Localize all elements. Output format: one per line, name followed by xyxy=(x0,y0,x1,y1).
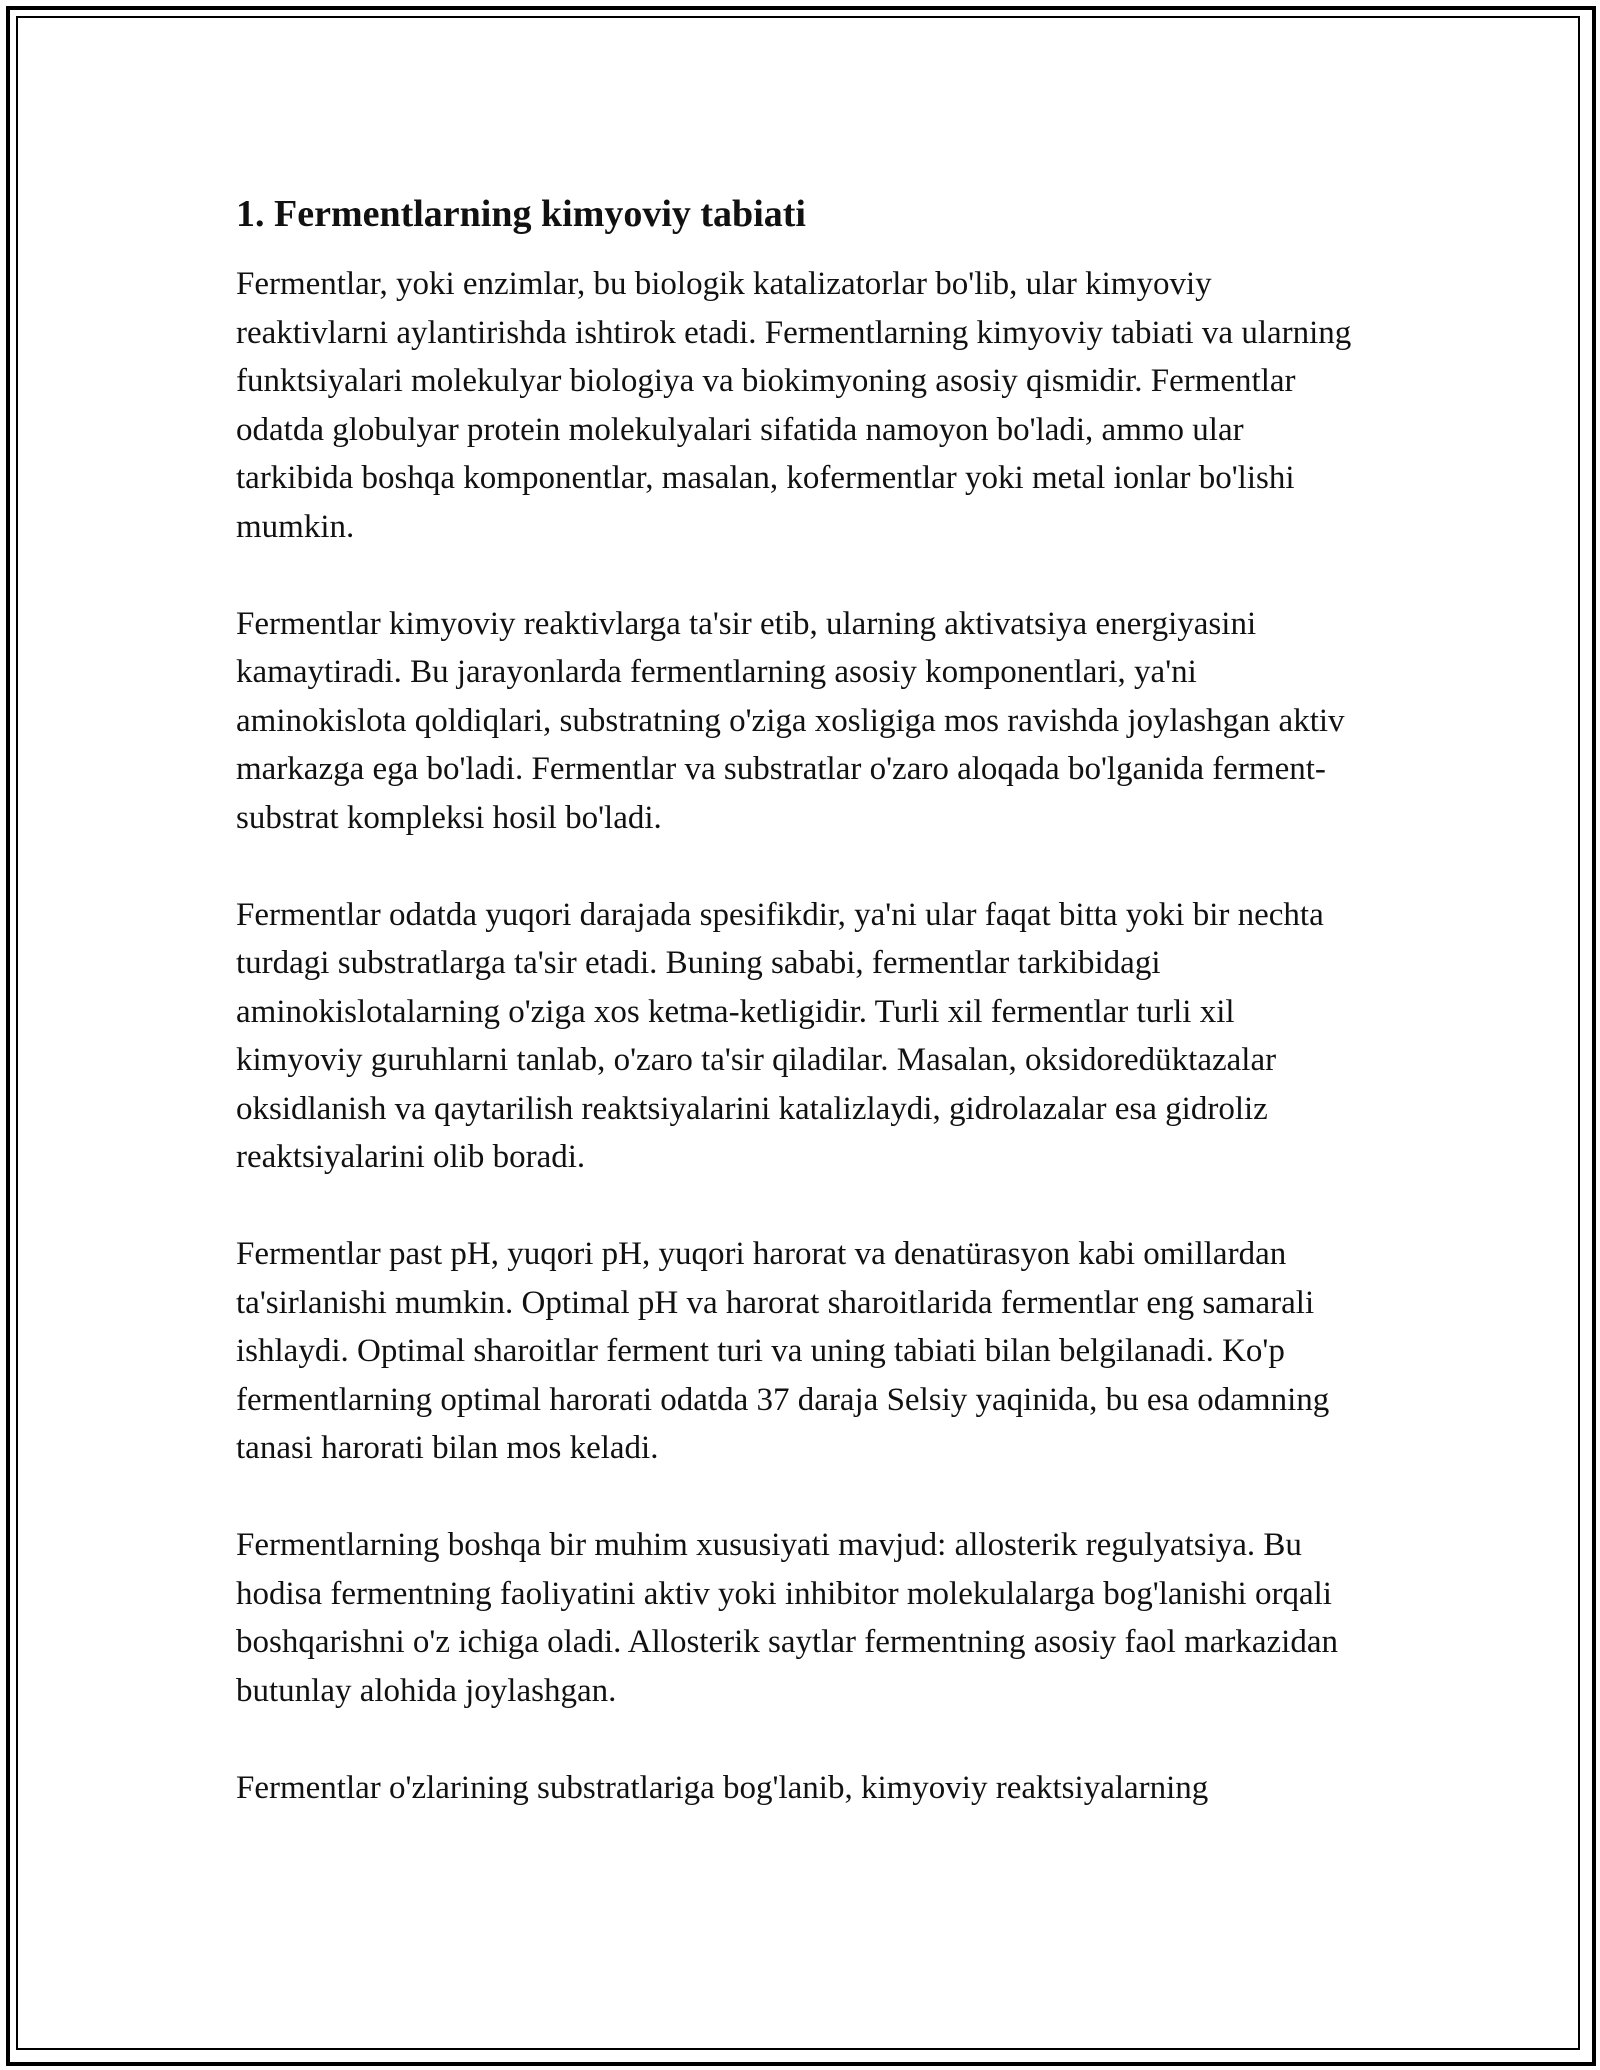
section-heading: 1. Fermentlarning kimyoviy tabiati xyxy=(236,193,806,235)
document-body xyxy=(236,188,1366,1861)
paragraph-3: Fermentlar odatda yuqori darajada spesifikdir, ya'ni ular faqat bitta yoki bir nechta turdagi substratlarga ta'sir etadi. Buning sababi, fermentlar tarkibidagi aminokislotalarning o'ziga xos ketma-ketligidir. Turli xil fermentlar turli xil kimyoviy guruhlarni tanlab, o'zaro ta'sir qiladilar. Masalan, oksidoredüktazalar oksidlanish va qaytarilish reaktsiyalarini katalizlaydi, gidrolazalar esa gidroliz reaktsiyalarini olib boradi. xyxy=(236,896,1324,1175)
paragraph-5: Fermentlarning boshqa bir muhim xususiyati mavjud: allosterik regulyatsiya. Bu hodisa fermentning faoliyatini aktiv yoki inhibitor molekulalarga bog'lanishi orqali boshqarishni o'z ichiga oladi. Allosterik saytlar fermentning asosiy faol markazidan butunlay alohida joylashgan. xyxy=(236,1527,1338,1709)
paragraph-6: Fermentlar o'zlarining substratlariga bog'lanib, kimyoviy reaktsiyalarning xyxy=(236,1769,1209,1806)
paragraph-4: Fermentlar past pH, yuqori pH, yuqori harorat va denatürasyon kabi omillardan ta'sirlanishi mumkin. Optimal pH va harorat sharoitlarida fermentlar eng samarali ishlaydi. Optimal sharoitlar ferment turi va uning tabiati bilan belgilanadi. Ko'p fermentlarning optimal harorati odatda 37 daraja Selsiy yaqinida, bu esa odamning tanasi harorati bilan mos keladi. xyxy=(236,1236,1330,1466)
paragraph-2: Fermentlar kimyoviy reaktivlarga ta'sir etib, ularning aktivatsiya energiyasini kamaytiradi. Bu jarayonlarda fermentlarning asosiy komponentlari, ya'ni aminokislota qoldiqlari, substratning o'ziga xosligiga mos ravishda joylashgan aktiv markazga ega bo'ladi. Fermentlar va substratlar o'zaro aloqada bo'lganida ferment-substrat kompleksi hosil bo'ladi. xyxy=(236,605,1345,836)
paragraph-1: Fermentlar, yoki enzimlar, bu biologik katalizatorlar bo'lib, ular kimyoviy reaktivlarni aylantirishda ishtirok etadi. Fermentlarning kimyoviy tabiati va ularning funktsiyalari molekulyar biologiya va biokimyoning asosiy qismidir. Fermentlar odatda globulyar protein molekulyalari sifatida namoyon bo'ladi, ammo ular tarkibida boshqa komponentlar, masalan, kofermentlar yoki metal ionlar bo'lishi mumkin. xyxy=(236,266,1352,545)
